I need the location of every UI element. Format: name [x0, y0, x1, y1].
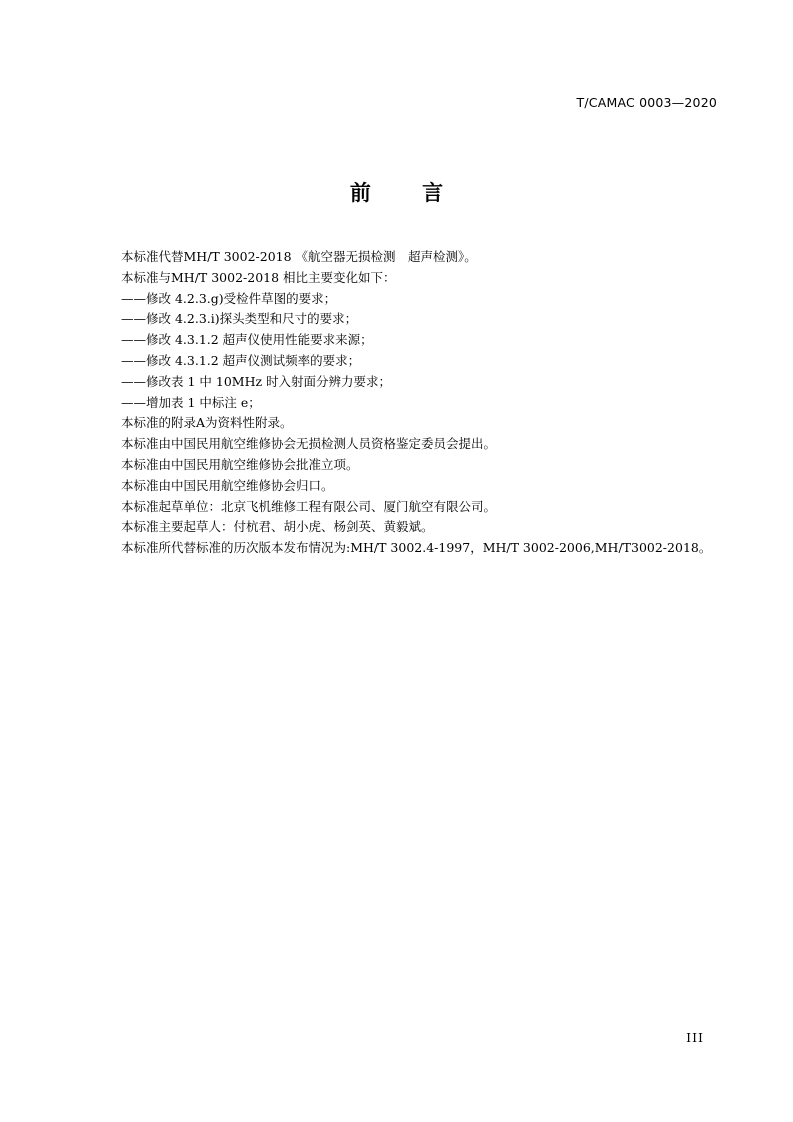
page-title: 前 言 [349, 181, 466, 205]
foreword-line: 本标准所代替标准的历次版本发布情况为:MH/T 3002.4-1997，MH/T 3002-2006,MH/T3002-2018。 [121, 540, 712, 556]
foreword-line: ——修改 4.2.3.i)探头类型和尺寸的要求； [121, 311, 358, 327]
foreword-line: 本标准由中国民用航空维修协会归口。 [121, 477, 334, 493]
foreword-line: ——修改 4.2.3.g)受检件草图的要求； [121, 290, 337, 306]
foreword-line: 本标准起草单位：北京飞机维修工程有限公司、厦门航空有限公司。 [121, 498, 497, 514]
foreword-line: ——修改表 1 中 10MHz 时入射面分辨力要求； [121, 373, 392, 389]
foreword-line: 本标准的附录A为资料性附录。 [121, 415, 293, 431]
page-number: III [686, 1030, 704, 1045]
foreword-line: ——增加表 1 中标注 e； [121, 394, 261, 410]
foreword-line: ——修改 4.3.1.2 超声仪测试频率的要求； [121, 352, 361, 368]
foreword-line: 本标准主要起草人：付杭君、胡小虎、杨剑英、黄毅斌。 [121, 519, 434, 535]
standard-code: T/CAMAC 0003—2020 [576, 95, 717, 110]
foreword-line: 本标准代替MH/T 3002-2018 《航空器无损检测 超声检测》。 [121, 249, 477, 264]
foreword-body [121, 247, 721, 559]
foreword-line: 本标准由中国民用航空维修协会无损检测人员资格鉴定委员会提出。 [121, 436, 497, 452]
foreword-line: 本标准与MH/T 3002-2018 相比主要变化如下： [121, 269, 396, 285]
foreword-line: 本标准由中国民用航空维修协会批准立项。 [121, 456, 359, 472]
foreword-line: ——修改 4.3.1.2 超声仪使用性能要求来源； [121, 332, 373, 348]
